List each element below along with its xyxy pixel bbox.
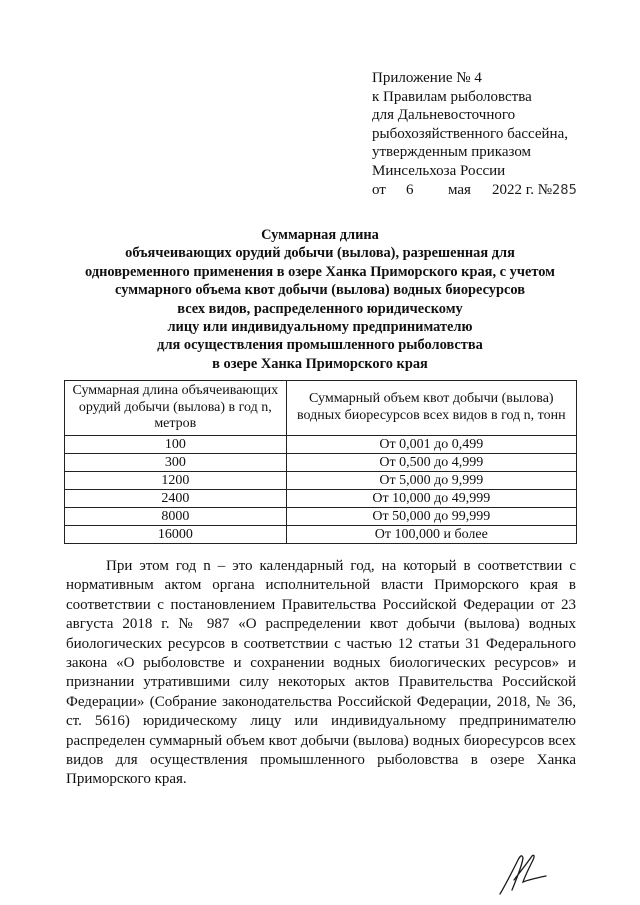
title-line: объячеивающих орудий добычи (вылова), разрешенная для	[125, 245, 515, 262]
cell-length: 100	[65, 435, 287, 453]
cell-length: 8000	[65, 507, 287, 525]
title-line: Суммарная длина	[261, 227, 379, 243]
header-quota: Суммарный объем квот добычи (вылова) водных биоресурсов всех видов в год n, тонн	[286, 381, 576, 436]
body-paragraph: При этом год n – это календарный год, на который в соответствии с нормативным актом органа исполнительной власти Приморского края в соответствии с постановлением Правительства Российской Федерации от 23 августа 2018 г. № 987 «О распределении квот добычи (вылова) водных биологических ресурсов в соответствии с частью 12 статьи 31 Федерального закона «О рыболовстве и сохранении водных биологических ресурсов» и признании утратившими силу некоторых актов Правительства Российской Федерации» (Собрание законодательства Российской Федерации, 2018, № 36, ст. 5616) юридическому лицу или индивидуальному предпринимателю распределен суммарный объем квот добычи (вылова) водных биоресурсов всех видов для осуществления промышленного рыболовства в озере Ханка Приморского края.	[66, 558, 576, 788]
annex-line: Минсельхоза России	[372, 162, 506, 179]
date-day: 6	[406, 181, 414, 198]
annex-line: Приложение № 4	[372, 70, 482, 86]
cell-quota: От 10,000 до 49,999	[286, 489, 576, 507]
annex-block	[372, 69, 612, 200]
date-year: 2022 г. №	[492, 181, 553, 198]
cell-quota: От 100,000 и более	[286, 525, 576, 543]
cell-length: 300	[65, 453, 287, 471]
title-line: суммарного объема квот добычи (вылова) водных биоресурсов	[115, 282, 525, 299]
cell-quota: От 0,500 до 4,999	[286, 453, 576, 471]
date-from: от	[372, 181, 386, 198]
handwritten-signature-icon	[492, 850, 552, 898]
document-title	[40, 226, 600, 373]
title-line: для осуществления промышленного рыболовства	[157, 337, 483, 354]
order-number: 285	[552, 182, 577, 198]
date-month: мая	[448, 181, 471, 198]
table-row	[65, 489, 577, 507]
table-header-row	[65, 381, 577, 436]
table-row	[65, 525, 577, 543]
order-date	[372, 181, 612, 201]
annex-line: к Правилам рыболовства	[372, 88, 532, 105]
cell-quota: От 0,001 до 0,499	[286, 435, 576, 453]
cell-quota: От 5,000 до 9,999	[286, 471, 576, 489]
table-row	[65, 453, 577, 471]
cell-length: 2400	[65, 489, 287, 507]
cell-length: 1200	[65, 471, 287, 489]
title-line: одновременного применения в озере Ханка Приморского края, с учетом	[85, 263, 555, 280]
cell-quota: От 50,000 до 99,999	[286, 507, 576, 525]
title-line: лицу или индивидуальному предпринимателю	[167, 319, 473, 336]
quota-table	[64, 380, 577, 544]
annex-line: для Дальневосточного	[372, 107, 516, 124]
table-row	[65, 507, 577, 525]
annex-line: рыбохозяйственного бассейна,	[372, 125, 568, 142]
cell-length: 16000	[65, 525, 287, 543]
table-row	[65, 435, 577, 453]
annex-line: утвержденным приказом	[372, 144, 532, 161]
title-line: всех видов, распределенного юридическому	[177, 300, 463, 317]
title-line: в озере Ханка Приморского края	[212, 355, 428, 372]
header-length: Суммарная длина объячеивающих орудий добычи (вылова) в год n, метров	[65, 381, 287, 436]
table-row	[65, 471, 577, 489]
